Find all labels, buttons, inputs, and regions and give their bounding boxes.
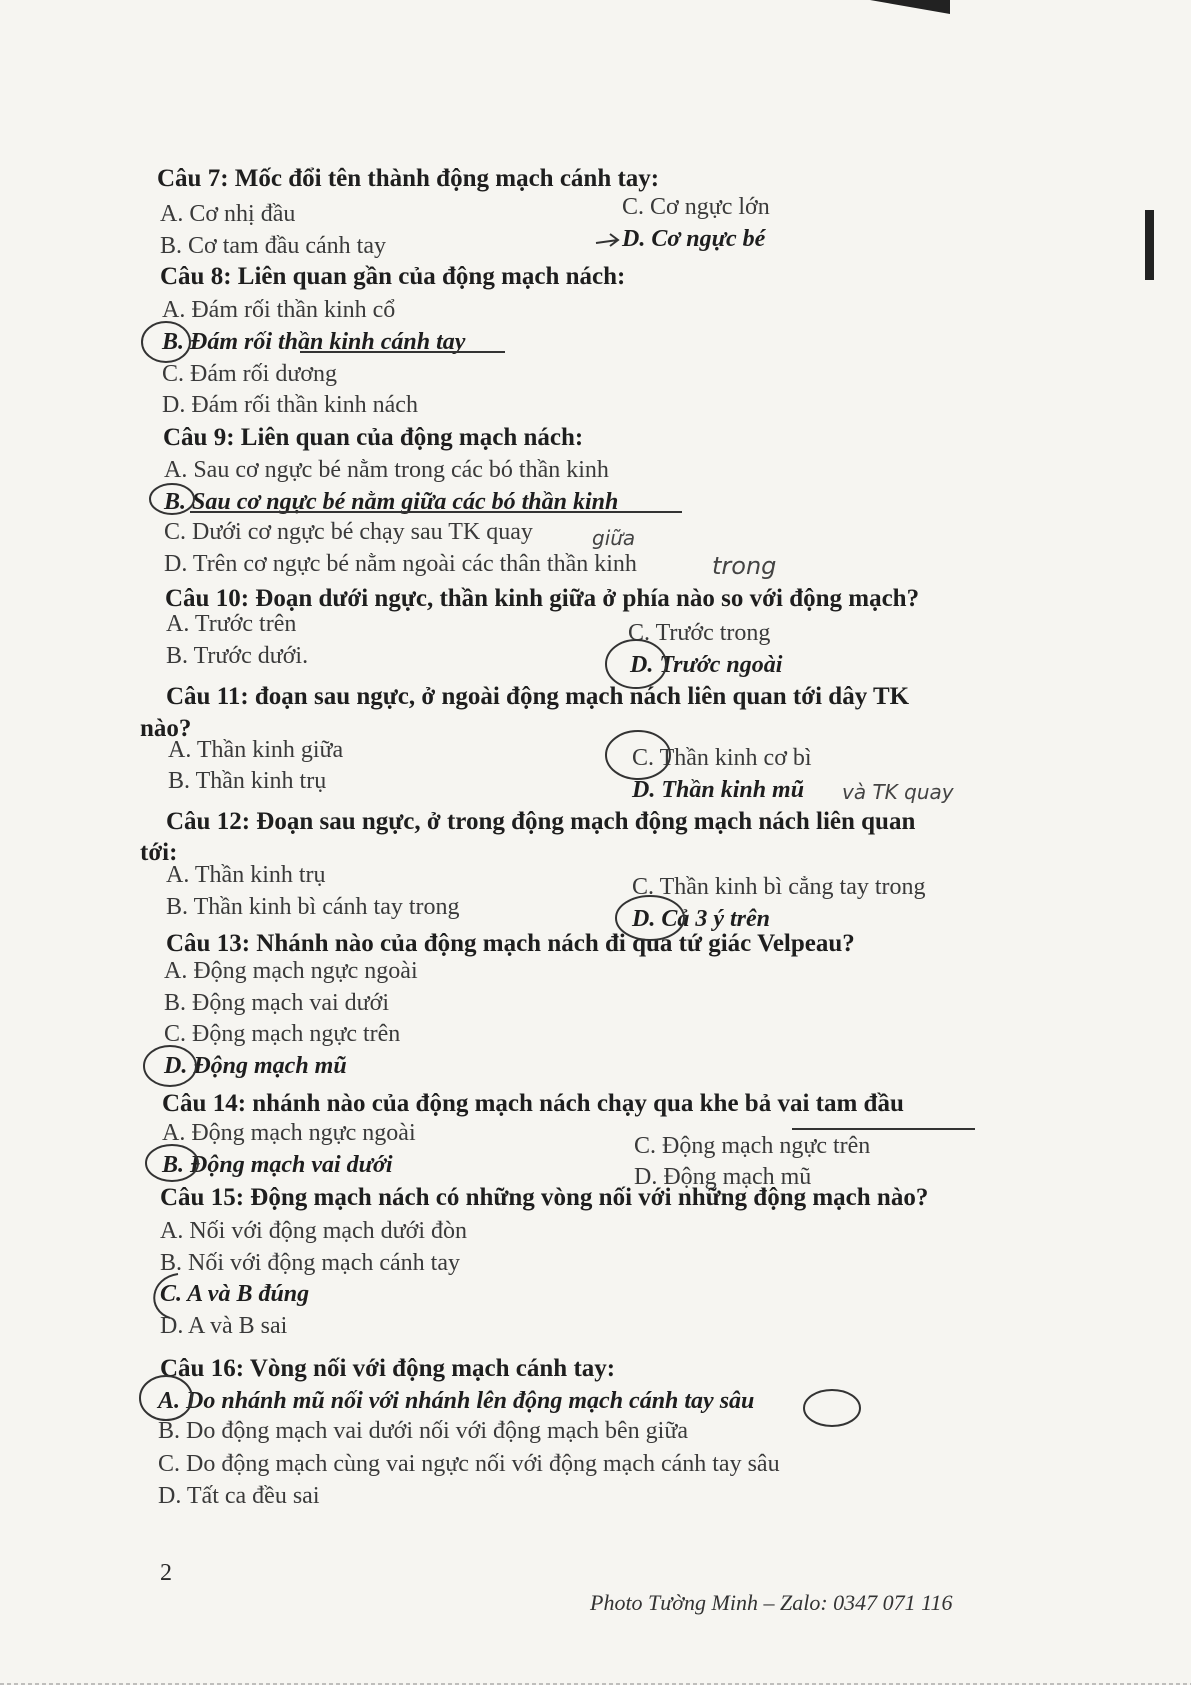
q10-option-b: B. Trước dưới. xyxy=(166,643,309,669)
footer-credit: Photo Tường Minh – Zalo: 0347 071 116 xyxy=(590,1590,953,1615)
q10-option-a: A. Trước trên xyxy=(166,611,297,637)
q7-arrow-mark xyxy=(596,234,618,246)
q15-option-c: C. A và B đúng xyxy=(160,1281,310,1307)
q9-option-d: D. Trên cơ ngực bé nằm ngoài các thân thần kinh xyxy=(164,551,637,577)
question-16: Câu 16: Vòng nối với động mạch cánh tay: xyxy=(160,1355,616,1382)
q12-option-d: D. Cả 3 ý trên xyxy=(632,906,770,932)
q16-circle-mark-2 xyxy=(804,1390,860,1426)
q8-option-a: A. Đám rối thần kinh cổ xyxy=(162,297,396,323)
question-8: Câu 8: Liên quan gần của động mạch nách: xyxy=(160,263,626,290)
q11d-handwriting: và TK quay xyxy=(842,780,954,804)
q16-circle-mark xyxy=(140,1376,192,1420)
q7-option-d: D. Cơ ngực bé xyxy=(622,226,766,252)
q7-option-a: A. Cơ nhị đầu xyxy=(160,201,296,227)
q14-circle-mark xyxy=(146,1145,198,1181)
q12-circle-mark xyxy=(616,896,684,940)
q16-option-b: B. Do động mạch vai dưới nối với động mạch bên giữa xyxy=(158,1418,688,1444)
question-12-line2: tới: xyxy=(140,839,178,866)
q12-option-c: C. Thần kinh bì cẳng tay trong xyxy=(632,874,926,900)
question-12-line1: Câu 12: Đoạn sau ngực, ở trong động mạch động mạch nách liên quan xyxy=(166,808,916,835)
q10-option-d: D. Trước ngoài xyxy=(630,652,783,678)
q15-option-b: B. Nối với động mạch cánh tay xyxy=(160,1250,460,1276)
q9c-handwriting: giữa xyxy=(592,526,636,550)
question-14: Câu 14: nhánh nào của động mạch nách chạy qua khe bả vai tam đầu xyxy=(162,1090,904,1117)
q15-option-d: D. A và B sai xyxy=(160,1313,288,1339)
q11-circle-mark xyxy=(606,731,670,779)
page-number: 2 xyxy=(160,1560,172,1586)
q16-option-d: D. Tất ca đều sai xyxy=(158,1483,320,1509)
q8-circle-mark xyxy=(142,322,190,362)
q8-option-b: B. Đám rối thần kinh cánh tay xyxy=(162,329,466,355)
q9d-handwriting: trong xyxy=(712,552,777,580)
q14-option-a: A. Động mạch ngực ngoài xyxy=(162,1120,416,1146)
question-11-line2: nào? xyxy=(140,715,192,742)
q8-option-d: D. Đám rối thần kinh nách xyxy=(162,392,418,418)
scan-artifact-edge-right xyxy=(1145,210,1154,280)
q10-circle-mark xyxy=(606,640,666,688)
question-9: Câu 9: Liên quan của động mạch nách: xyxy=(163,424,584,451)
q16-option-a: A. Do nhánh mũ nối với nhánh lên động mạch cánh tay sâu xyxy=(158,1388,755,1414)
q14-option-b: B. Động mạch vai dưới xyxy=(162,1152,393,1178)
q13-option-a: A. Động mạch ngực ngoài xyxy=(164,958,418,984)
q14-option-c: C. Động mạch ngực trên xyxy=(634,1133,871,1159)
q7-option-c: C. Cơ ngực lớn xyxy=(622,194,770,220)
q12-option-b: B. Thần kinh bì cánh tay trong xyxy=(166,894,460,920)
q9-option-a: A. Sau cơ ngực bé nằm trong các bó thần kinh xyxy=(164,457,609,483)
q9-option-c: C. Dưới cơ ngực bé chạy sau TK quay xyxy=(164,519,533,545)
q13-circle-mark xyxy=(144,1046,196,1086)
q11-option-d: D. Thần kinh mũ xyxy=(632,777,805,803)
q14-option-d: D. Động mạch mũ xyxy=(634,1164,812,1190)
question-15: Câu 15: Động mạch nách có những vòng nối với những động mạch nào? xyxy=(160,1184,929,1211)
question-13: Câu 13: Nhánh nào của động mạch nách đi qua tứ giác Velpeau? xyxy=(166,930,855,957)
q16-option-c: C. Do động mạch cùng vai ngực nối với động mạch cánh tay sâu xyxy=(158,1451,780,1477)
q9-circle-mark xyxy=(150,484,194,514)
question-11-line1: Câu 11: đoạn sau ngực, ở ngoài động mạch nách liên quan tới dây TK xyxy=(166,683,910,710)
q11-option-a: A. Thần kinh giữa xyxy=(168,737,344,763)
q8-option-c: C. Đám rối dương xyxy=(162,361,338,387)
q15-circle-mark xyxy=(154,1274,178,1318)
q11-option-c: C. Thần kinh cơ bì xyxy=(632,745,812,771)
q13-option-c: C. Động mạch ngực trên xyxy=(164,1021,401,1047)
q11-option-b: B. Thần kinh trụ xyxy=(168,768,327,794)
q12-option-a: A. Thần kinh trụ xyxy=(166,862,326,888)
q15-option-a: A. Nối với động mạch dưới đòn xyxy=(160,1218,468,1244)
q9-option-b: B. Sau cơ ngực bé nằm giữa các bó thần kinh xyxy=(164,489,619,515)
q13-option-b: B. Động mạch vai dưới xyxy=(164,990,389,1016)
question-10: Câu 10: Đoạn dưới ngực, thần kinh giữa ở phía nào so với động mạch? xyxy=(165,585,920,612)
q7-option-b: B. Cơ tam đầu cánh tay xyxy=(160,233,386,259)
q10-option-c: C. Trước trong xyxy=(628,620,771,646)
q13-option-d: D. Động mạch mũ xyxy=(164,1053,347,1079)
question-7: Câu 7: Mốc đổi tên thành động mạch cánh tay: xyxy=(157,165,660,192)
scan-artifact-top xyxy=(870,0,950,14)
